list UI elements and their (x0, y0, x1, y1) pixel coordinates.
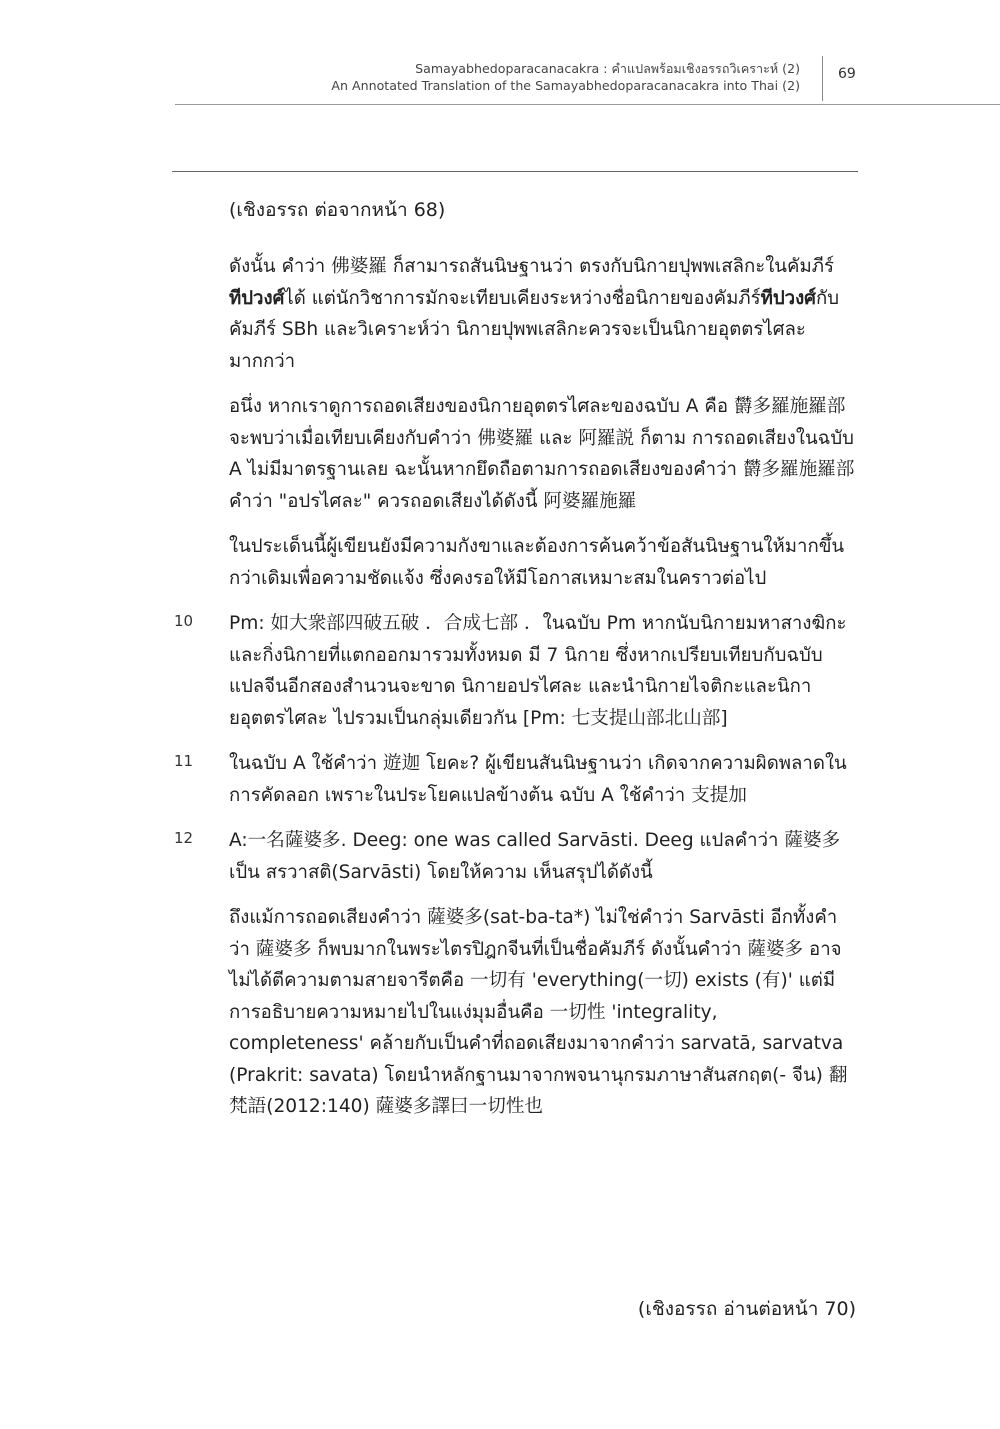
paragraph-text: ได้ แต่นักวิชาการมักจะเทียบเคียงระหว่างชื่อนิกายของคัมภีร์ (284, 287, 761, 309)
footnote-number: 10 (174, 612, 194, 630)
footnote-area (0, 195, 1000, 1137)
paragraph-text: ดังนั้น คำว่า 佛婆羅 ก็สามารถสันนิษฐานว่า ตรงกับนิกายปุพพเสลิกะในคัมภีร์ (229, 256, 834, 277)
page-number: 69 (838, 66, 856, 82)
footnote-12-continuation: ถึงแม้การถอดเสียงคำว่า 薩婆多(sat-ba-ta*) ไม่ใช่คำว่า Sarvāsti อีกทั้งคำว่า 薩婆多 ก็พบมากในพระไตรปิฎกจีนที่เป็นชื่อคัมภีร์ ดังนั้นคำว่า 薩婆多 อาจไม่ได้ตีความตามสายจารีตคือ 一切有 'everything(一切) exists (有)' แต่มีการอธิบายความหมายไปในแง่มุมอื่นคือ 一切性 'integrality, completeness' คล้ายกับเป็นคำที่ถอดเสียงมาจากคำว่า sarvatā, sarvatva (Prakrit: savata) โดยนำหลักฐานมาจากพจนานุกรมภาษาสันสกฤต(- จีน) 翻梵語(2012:140) 薩婆多譯曰一切性也 (229, 907, 848, 1117)
footnote-number: 11 (174, 752, 194, 770)
bold-term: ทีปวงศ์ (760, 287, 816, 309)
footnote-text: ในฉบับ A ใช้คำว่า 遊迦 โยคะ? ผู้เขียนสันนิษฐานว่า เกิดจากความผิดพลาดในการคัดลอก เพราะในประโยคแปลข้างต้น ฉบับ A ใช้คำว่า 支提加 (229, 753, 847, 806)
paragraph-text: กับคัมภีร์ SBh และวิเคราะห์ว่า นิกายปุพพเสลิกะควรจะเป็นนิกายอุตตรไศละมากกว่า (229, 287, 840, 372)
footnote-text: A:一名薩婆多. Deeg: one was called Sarvāsti. Deeg แปลคำว่า 薩婆多 เป็น สรวาสติ(Sarvāsti) โดยให้ความ เห็นสรุปได้ดังนี้ (229, 830, 841, 883)
header-horizontal-divider (175, 104, 1000, 105)
running-title-english: An Annotated Translation of the Samayabhedoparacanacakra into Thai (2) (331, 78, 800, 93)
footnote-continuation-paragraph-2: อนึ่ง หากเราดูการถอดเสียงของนิกายอุตตรไศละของฉบับ A คือ 欝多羅施羅部 จะพบว่าเมื่อเทียบเคียงกับคำว่า 佛婆羅 และ 阿羅説 ก็ตาม การถอดเสียงในฉบับ A ไม่มีมาตรฐานเลย ฉะนั้นหากยึดถือตามการถอดเสียงของคำว่า 欝多羅施羅部 คำว่า "อปรไศละ" ควรถอดเสียงได้ดังนี้ 阿婆羅施羅 (229, 396, 855, 512)
footnote-10 (0, 608, 1000, 734)
footnote-12 (0, 825, 1000, 1123)
footnote-separator-rule (172, 171, 858, 172)
running-head (331, 60, 800, 94)
footnote-continuation-paragraph-3: ในประเด็นนี้ผู้เขียนยังมีความกังขาและต้องการค้นคว้าข้อสันนิษฐานให้มากขึ้นกว่าเดิมเพื่อความชัดแจ้ง ซึ่งคงรอให้มีโอกาสเหมาะสมในคราวต่อไป (229, 536, 845, 589)
page-header (0, 56, 1000, 116)
continued-from-label: (เชิงอรรถ ต่อจากหน้า 68) (229, 199, 446, 221)
footnote-number: 12 (174, 829, 194, 847)
footnote-11 (0, 748, 1000, 811)
running-title-thai: Samayabhedoparacanacakra : คำแปลพร้อมเชิงอรรถวิเคราะห์ (2) (415, 61, 800, 76)
header-vertical-divider (822, 56, 823, 101)
bold-term: ทีปวงศ์ (229, 287, 285, 309)
footnote-text: Pm: 如大衆部四破五破 ．合成七部 ．ในฉบับ Pm หากนับนิกายมหาสางฆิกะและกิ่งนิกายที่แตกออกมารวมทั้งหมด มี 7 นิกาย ซึ่งหากเปรียบเทียบกับฉบับแปลจีนอีกสองสำนวนจะขาด นิกายอปรไศละ และนำนิกายไจติกะและนิกายอุตตรไศละ ไปรวมเป็นกลุ่มเดียวกัน [Pm: 七支提山部北山部] (229, 613, 847, 729)
continued-to-label: (เชิงอรรถ อ่านต่อหน้า 70) (637, 1298, 856, 1320)
footnote-continuation-paragraph-1 (229, 251, 856, 377)
